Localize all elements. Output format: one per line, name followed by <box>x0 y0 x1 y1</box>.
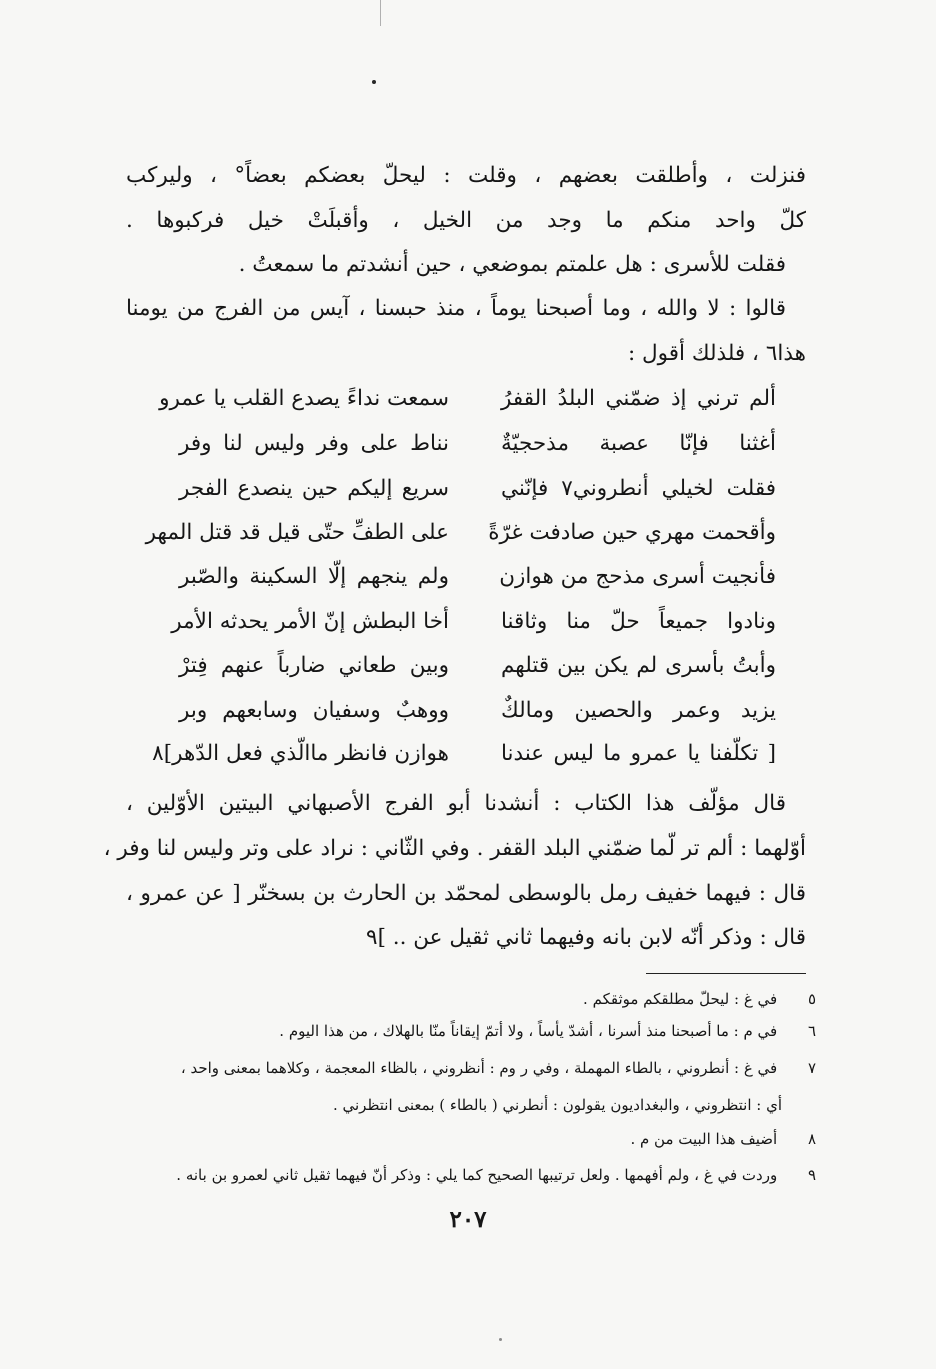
scan-artifact-dot-bottom <box>499 1338 502 1341</box>
verse-second-hemistich: سريع إليكم حين ينصدع الفجر <box>179 476 449 501</box>
verse-first-hemistich: أغثنا فإنّا عصبة مذحجيّةٌ <box>501 431 776 456</box>
verse-second-hemistich: أخا البطش إنّ الأمر يحدثه الأمر <box>171 609 449 634</box>
prose-line-3: فقلت للأسرى : هل علمتم بموضعي ، حين أنشدتم ما سمعتُ . <box>238 252 786 277</box>
verse-second-hemistich: نناط على وفر وليس لنا وفر <box>179 431 449 456</box>
verse-first-hemistich: ونادوا جميعاً حلّ منا وثاقنا <box>501 609 776 634</box>
prose-line-2: كلّ واحد منكم ما وجد من الخيل ، وأقبلَتْ خيل فركبوها . <box>126 208 806 233</box>
footnote-number: ٧ <box>807 1059 816 1077</box>
footnote-text: في غ : ليحلّ مطلقكم موثقكم . <box>583 990 778 1008</box>
prose-bottom-line-2: أوّلهما : ألم تر لّما ضمّني البلد القفر . وفي الثّاني : نراد على وتر وليس لنا وفر ، <box>103 836 806 861</box>
footnote <box>116 1126 816 1152</box>
prose-bottom-line-1: قال مؤلّف هذا الكتاب : أنشدنا أبو الفرج الأصبهاني البيتين الأوّلين ، <box>126 791 786 816</box>
prose-bottom-line-3: قال : فيهما خفيف رمل بالوسطى لمحمّد بن الحارث بن بسخنّر [ عن عمرو ، <box>126 881 806 906</box>
verse-row <box>126 376 806 421</box>
verse-row <box>126 731 806 776</box>
footnote-number: ٦ <box>807 1022 816 1040</box>
verse-first-hemistich: يزيد وعمر والحصين ومالكٌ <box>501 698 776 723</box>
verse-first-hemistich: وأقحمت مهري حين صادفت غرّةً <box>488 520 776 545</box>
verse-first-hemistich: وأبتُ بأسرى لم يكن بين قتلهم <box>501 653 776 678</box>
verse-row <box>126 599 806 644</box>
verse-first-hemistich: [ تكلّفنا يا عمرو ما ليس عندنا <box>501 741 776 766</box>
footnote-text: في م : ما أصبحنا منذ أسرنا ، أشدّ يأساً ، ولا أتمّ إيقاناً منّا بالهلاك ، من هذا اليوم . <box>279 1022 778 1040</box>
verse-row <box>126 510 806 555</box>
footnote-continuation: أي : انتظروني ، والبغداديون يقولون : أنطرني ( بالطاء ) بمعنى انتظرني . <box>332 1096 782 1114</box>
verse-row <box>126 554 806 599</box>
prose-bottom-line-4: قال : وذكر أنّه لابن بانه وفيهما ثاني ثقيل عن .. ]٩ <box>366 925 806 950</box>
footnote-text: وردت في غ ، ولم أفهمها . ولعل ترتيبها الصحيح كما يلي : وذكر أنّ فيهما ثقيل ثاني لعمرو بن بانه . <box>176 1166 778 1184</box>
page-number: ٢٠٧ <box>449 1206 487 1233</box>
verse-second-hemistich: ووهبٌ وسفيان وسابعهم وبر <box>179 698 449 723</box>
footnote-number: ٩ <box>807 1166 816 1184</box>
verse-second-hemistich: على الطفِّ حتّى قيل قد قتل المهر <box>145 520 449 545</box>
prose-line-1: فنزلت ، وأطلقت بعضهم ، وقلت : ليحلّ بعضكم بعضاً° ، وليركب <box>126 163 806 188</box>
footnote-separator <box>646 973 806 974</box>
verse-second-hemistich: هوازن فانظر ماالّذي فعل الدّهر]٨ <box>152 741 449 766</box>
verse-row <box>126 688 806 733</box>
footnote-text: أضيف هذا البيت من م . <box>630 1130 778 1148</box>
footnote-text: في غ : أنطروني ، بالطاء المهملة ، وفي ر وم : أنظروني ، بالظاء المعجمة ، وكلاهما بمعنى واحد ، <box>180 1059 778 1077</box>
scan-artifact-line <box>380 0 382 26</box>
verse-row <box>126 466 806 511</box>
verse-row <box>126 643 806 688</box>
footnote <box>116 1018 816 1044</box>
verse-first-hemistich: ألم ترني إذ ضمّني البلدُ القفرُ <box>501 386 776 411</box>
verse-row <box>126 421 806 466</box>
scan-artifact-dot <box>372 80 376 84</box>
footnote-number: ٥ <box>807 990 816 1008</box>
verse-second-hemistich: وبين طعاني ضارباً عنهم فِترْ <box>179 653 449 678</box>
footnote <box>116 1162 816 1188</box>
prose-line-4: قالوا : لا والله ، وما أصبحنا يوماً ، منذ حبسنا ، آيس من الفرج من يومنا <box>126 296 786 321</box>
verse-first-hemistich: فأنجيت أسرى مذحج من هوازن <box>499 564 776 589</box>
footnote-number: ٨ <box>807 1130 816 1148</box>
footnote <box>116 986 816 1012</box>
footnote <box>116 1055 816 1081</box>
verse-second-hemistich: ولم ينجهم إلّا السكينة والصّبر <box>179 564 449 589</box>
verse-first-hemistich: فقلت لخيلي أنطروني٧ فإنّني <box>501 476 776 501</box>
verse-second-hemistich: سمعت نداءً يصدع القلب يا عمرو <box>159 386 449 411</box>
prose-line-5: هذا٦ ، فلذلك أقول : <box>627 341 806 366</box>
